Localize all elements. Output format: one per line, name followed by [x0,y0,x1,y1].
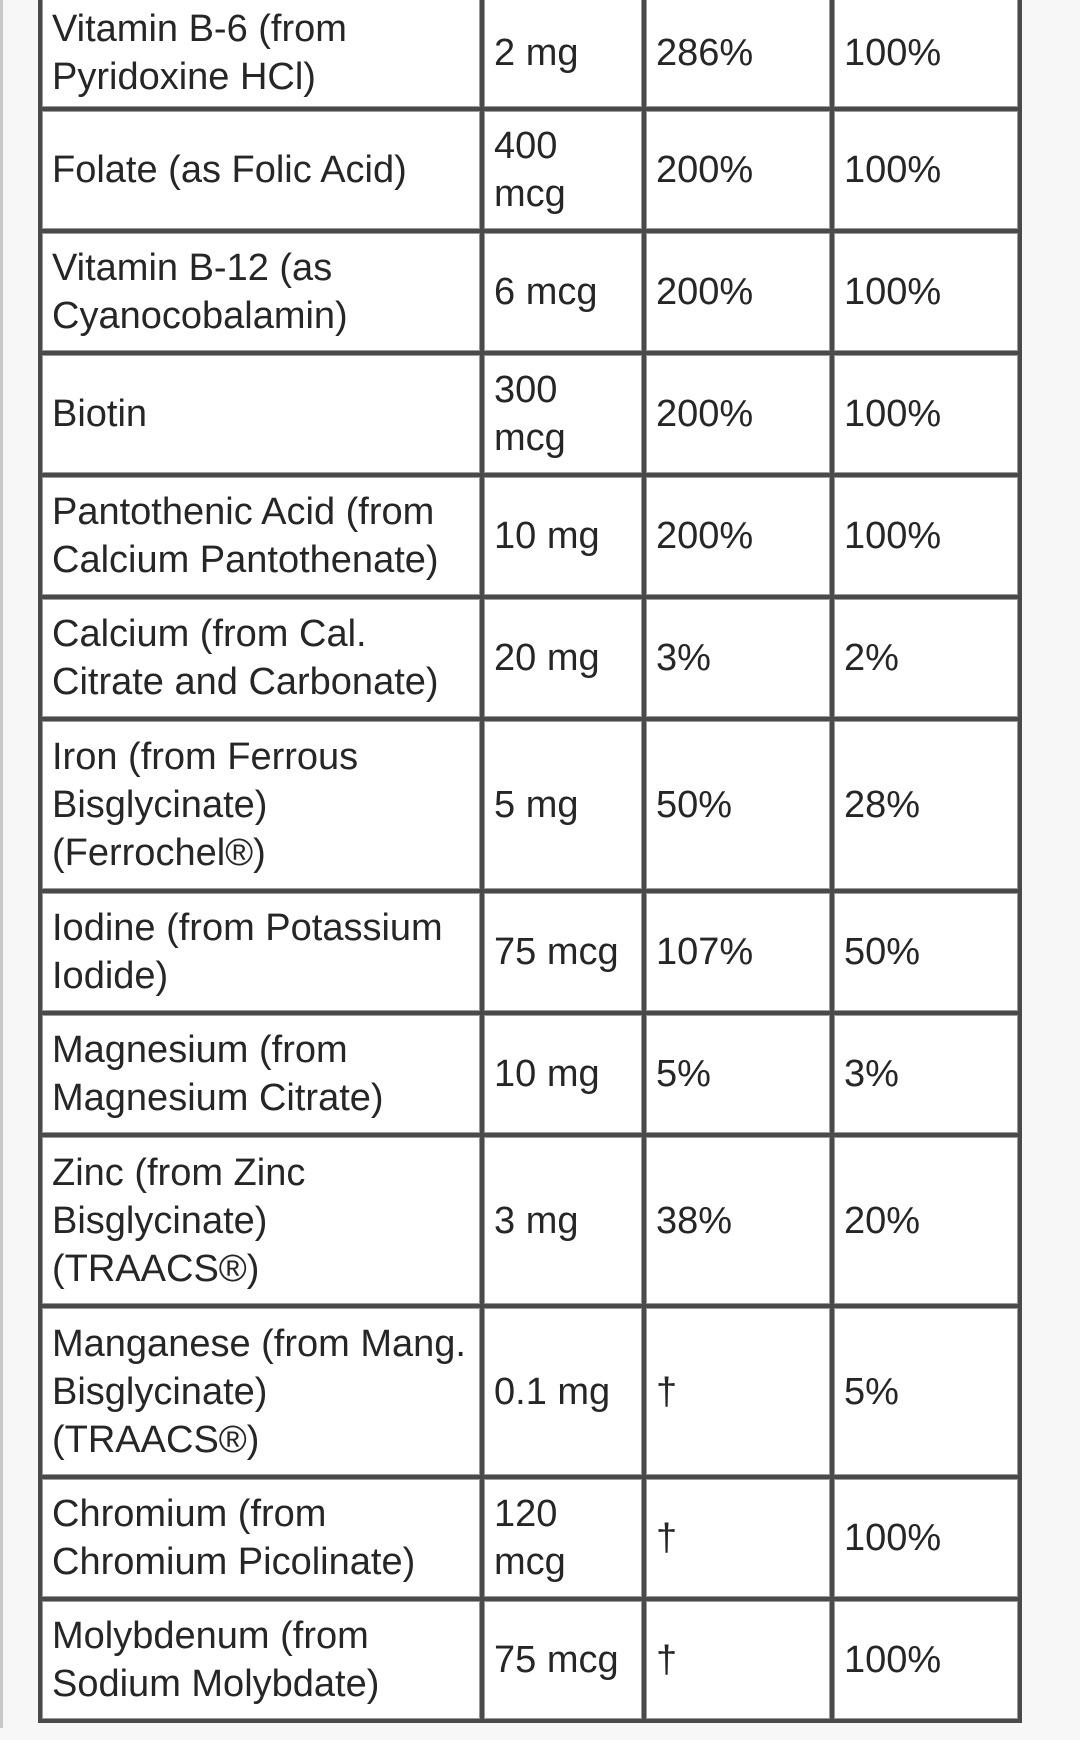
table-row [40,1135,1020,1306]
nutrient-name: Calcium (from Cal. Citrate and Carbonate) [40,597,482,719]
nutrient-name: Molybdenum (from Sodium Molybdate) [40,1599,482,1721]
nutrient-name: Zinc (from Zinc Bisglycinate) (TRAACS®) [40,1135,482,1306]
daily-value-primary: 200% [644,475,832,597]
nutrient-amount: 10 mg [482,475,644,597]
table-row [40,1013,1020,1135]
table-row [40,109,1020,231]
daily-value-primary: † [644,1599,832,1721]
nutrient-amount: 20 mg [482,597,644,719]
table-row [40,597,1020,719]
nutrient-amount: 3 mg [482,1135,644,1306]
daily-value-secondary: 28% [832,719,1020,891]
nutrient-name: Manganese (from Mang. Bisglycinate) (TRAACS®) [40,1306,482,1477]
nutrient-name: Iron (from Ferrous Bisglycinate) (Ferrochel®) [40,719,482,891]
table-row [40,475,1020,597]
daily-value-secondary: 3% [832,1013,1020,1135]
table-row [40,1477,1020,1599]
daily-value-secondary: 100% [832,231,1020,353]
daily-value-secondary: 20% [832,1135,1020,1306]
table-row [40,0,1020,109]
daily-value-primary: 107% [644,891,832,1013]
daily-value-primary: 200% [644,231,832,353]
nutrient-amount: 2 mg [482,0,644,109]
nutrient-amount: 10 mg [482,1013,644,1135]
nutrient-amount: 300 mcg [482,353,644,475]
nutrient-amount: 75 mcg [482,891,644,1013]
daily-value-primary: † [644,1306,832,1477]
table-row [40,1599,1020,1721]
table-row [40,1306,1020,1477]
daily-value-secondary: 100% [832,0,1020,109]
table-row [40,353,1020,475]
daily-value-secondary: 100% [832,1599,1020,1721]
nutrient-amount: 6 mcg [482,231,644,353]
daily-value-primary: † [644,1477,832,1599]
daily-value-secondary: 100% [832,475,1020,597]
daily-value-primary: 50% [644,719,832,891]
table-row [40,719,1020,891]
nutrient-name: Folate (as Folic Acid) [40,109,482,231]
daily-value-primary: 200% [644,109,832,231]
nutrient-name: Iodine (from Potassium Iodide) [40,891,482,1013]
nutrient-name: Biotin [40,353,482,475]
nutrient-name: Vitamin B-12 (as Cyanocobalamin) [40,231,482,353]
nutrient-amount: 400 mcg [482,109,644,231]
daily-value-secondary: 100% [832,1477,1020,1599]
daily-value-primary: 38% [644,1135,832,1306]
supplement-facts-table [38,0,1022,1723]
nutrient-name: Pantothenic Acid (from Calcium Pantothenate) [40,475,482,597]
nutrient-name: Magnesium (from Magnesium Citrate) [40,1013,482,1135]
daily-value-secondary: 100% [832,109,1020,231]
nutrient-amount: 120 mcg [482,1477,644,1599]
daily-value-secondary: 5% [832,1306,1020,1477]
daily-value-secondary: 50% [832,891,1020,1013]
bottom-strip [0,1728,1080,1740]
table-row [40,891,1020,1013]
left-border [0,0,3,1740]
nutrient-amount: 75 mcg [482,1599,644,1721]
daily-value-primary: 5% [644,1013,832,1135]
nutrient-amount: 5 mg [482,719,644,891]
table-row [40,231,1020,353]
nutrient-name: Vitamin B-6 (from Pyridoxine HCl) [40,0,482,109]
nutrient-name: Chromium (from Chromium Picolinate) [40,1477,482,1599]
daily-value-primary: 3% [644,597,832,719]
nutrient-amount: 0.1 mg [482,1306,644,1477]
daily-value-primary: 286% [644,0,832,109]
daily-value-primary: 200% [644,353,832,475]
daily-value-secondary: 2% [832,597,1020,719]
daily-value-secondary: 100% [832,353,1020,475]
